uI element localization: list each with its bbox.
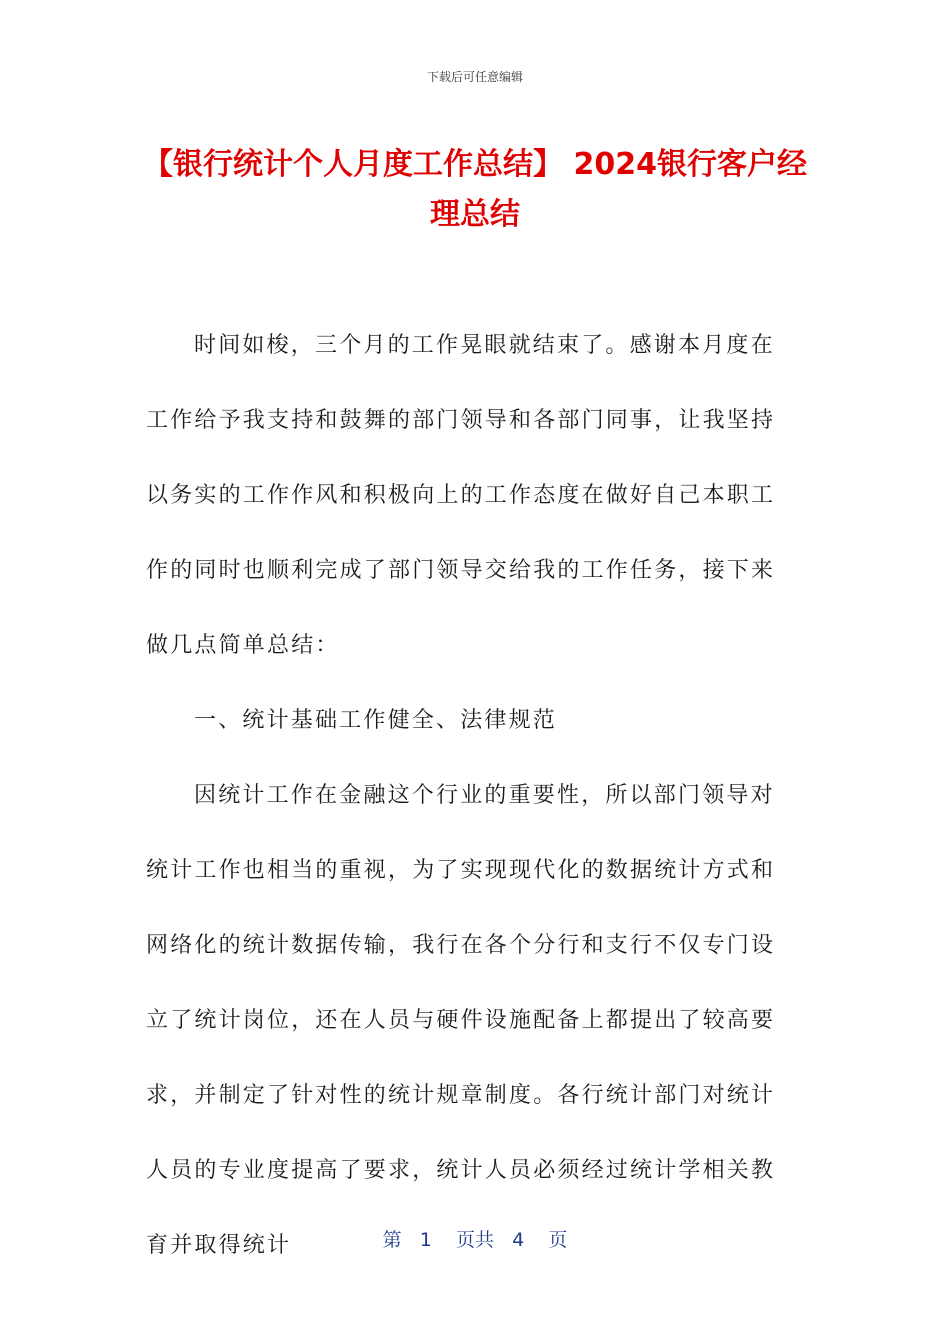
page-label-prefix: 第 — [382, 1229, 402, 1251]
document-title: 【银行统计个人月度工作总结】 2024银行客户经理总结 — [143, 147, 807, 232]
current-page-number: 1 — [419, 1229, 432, 1251]
paragraph-section-1: 因统计工作在金融这个行业的重要性，所以部门领导对统计工作也相当的重视，为了实现现代化的数据统计方式和网络化的统计数据传输，我行在各个分行和支行不仅专门设立了统计岗位，还在人员与硬件设施配备上都提出了较高要求，并制定了针对性的统计规章制度。各行统计部门对统计人员的专业度提高了要求，统计人员必须经过统计学相关教育并取得统计 — [146, 783, 776, 1258]
header-note: 下载后可任意编辑 — [426, 70, 523, 84]
document-body — [146, 308, 798, 1283]
total-pages-number: 4 — [512, 1229, 525, 1251]
page-label-middle: 页共 — [455, 1229, 494, 1251]
page-label-suffix: 页 — [548, 1229, 568, 1251]
section-heading-1: 一、统计基础工作健全、法律规范 — [194, 708, 558, 733]
page-footer — [0, 1225, 950, 1252]
paragraph-intro: 时间如梭，三个月的工作晃眼就结束了。感谢本月度在工作给予我支持和鼓舞的部门领导和各部门同事，让我坚持以务实的工作作风和积极向上的工作态度在做好自己本职工作的同时也顺利完成了部门领导交给我的工作任务，接下来做几点简单总结： — [146, 333, 776, 658]
